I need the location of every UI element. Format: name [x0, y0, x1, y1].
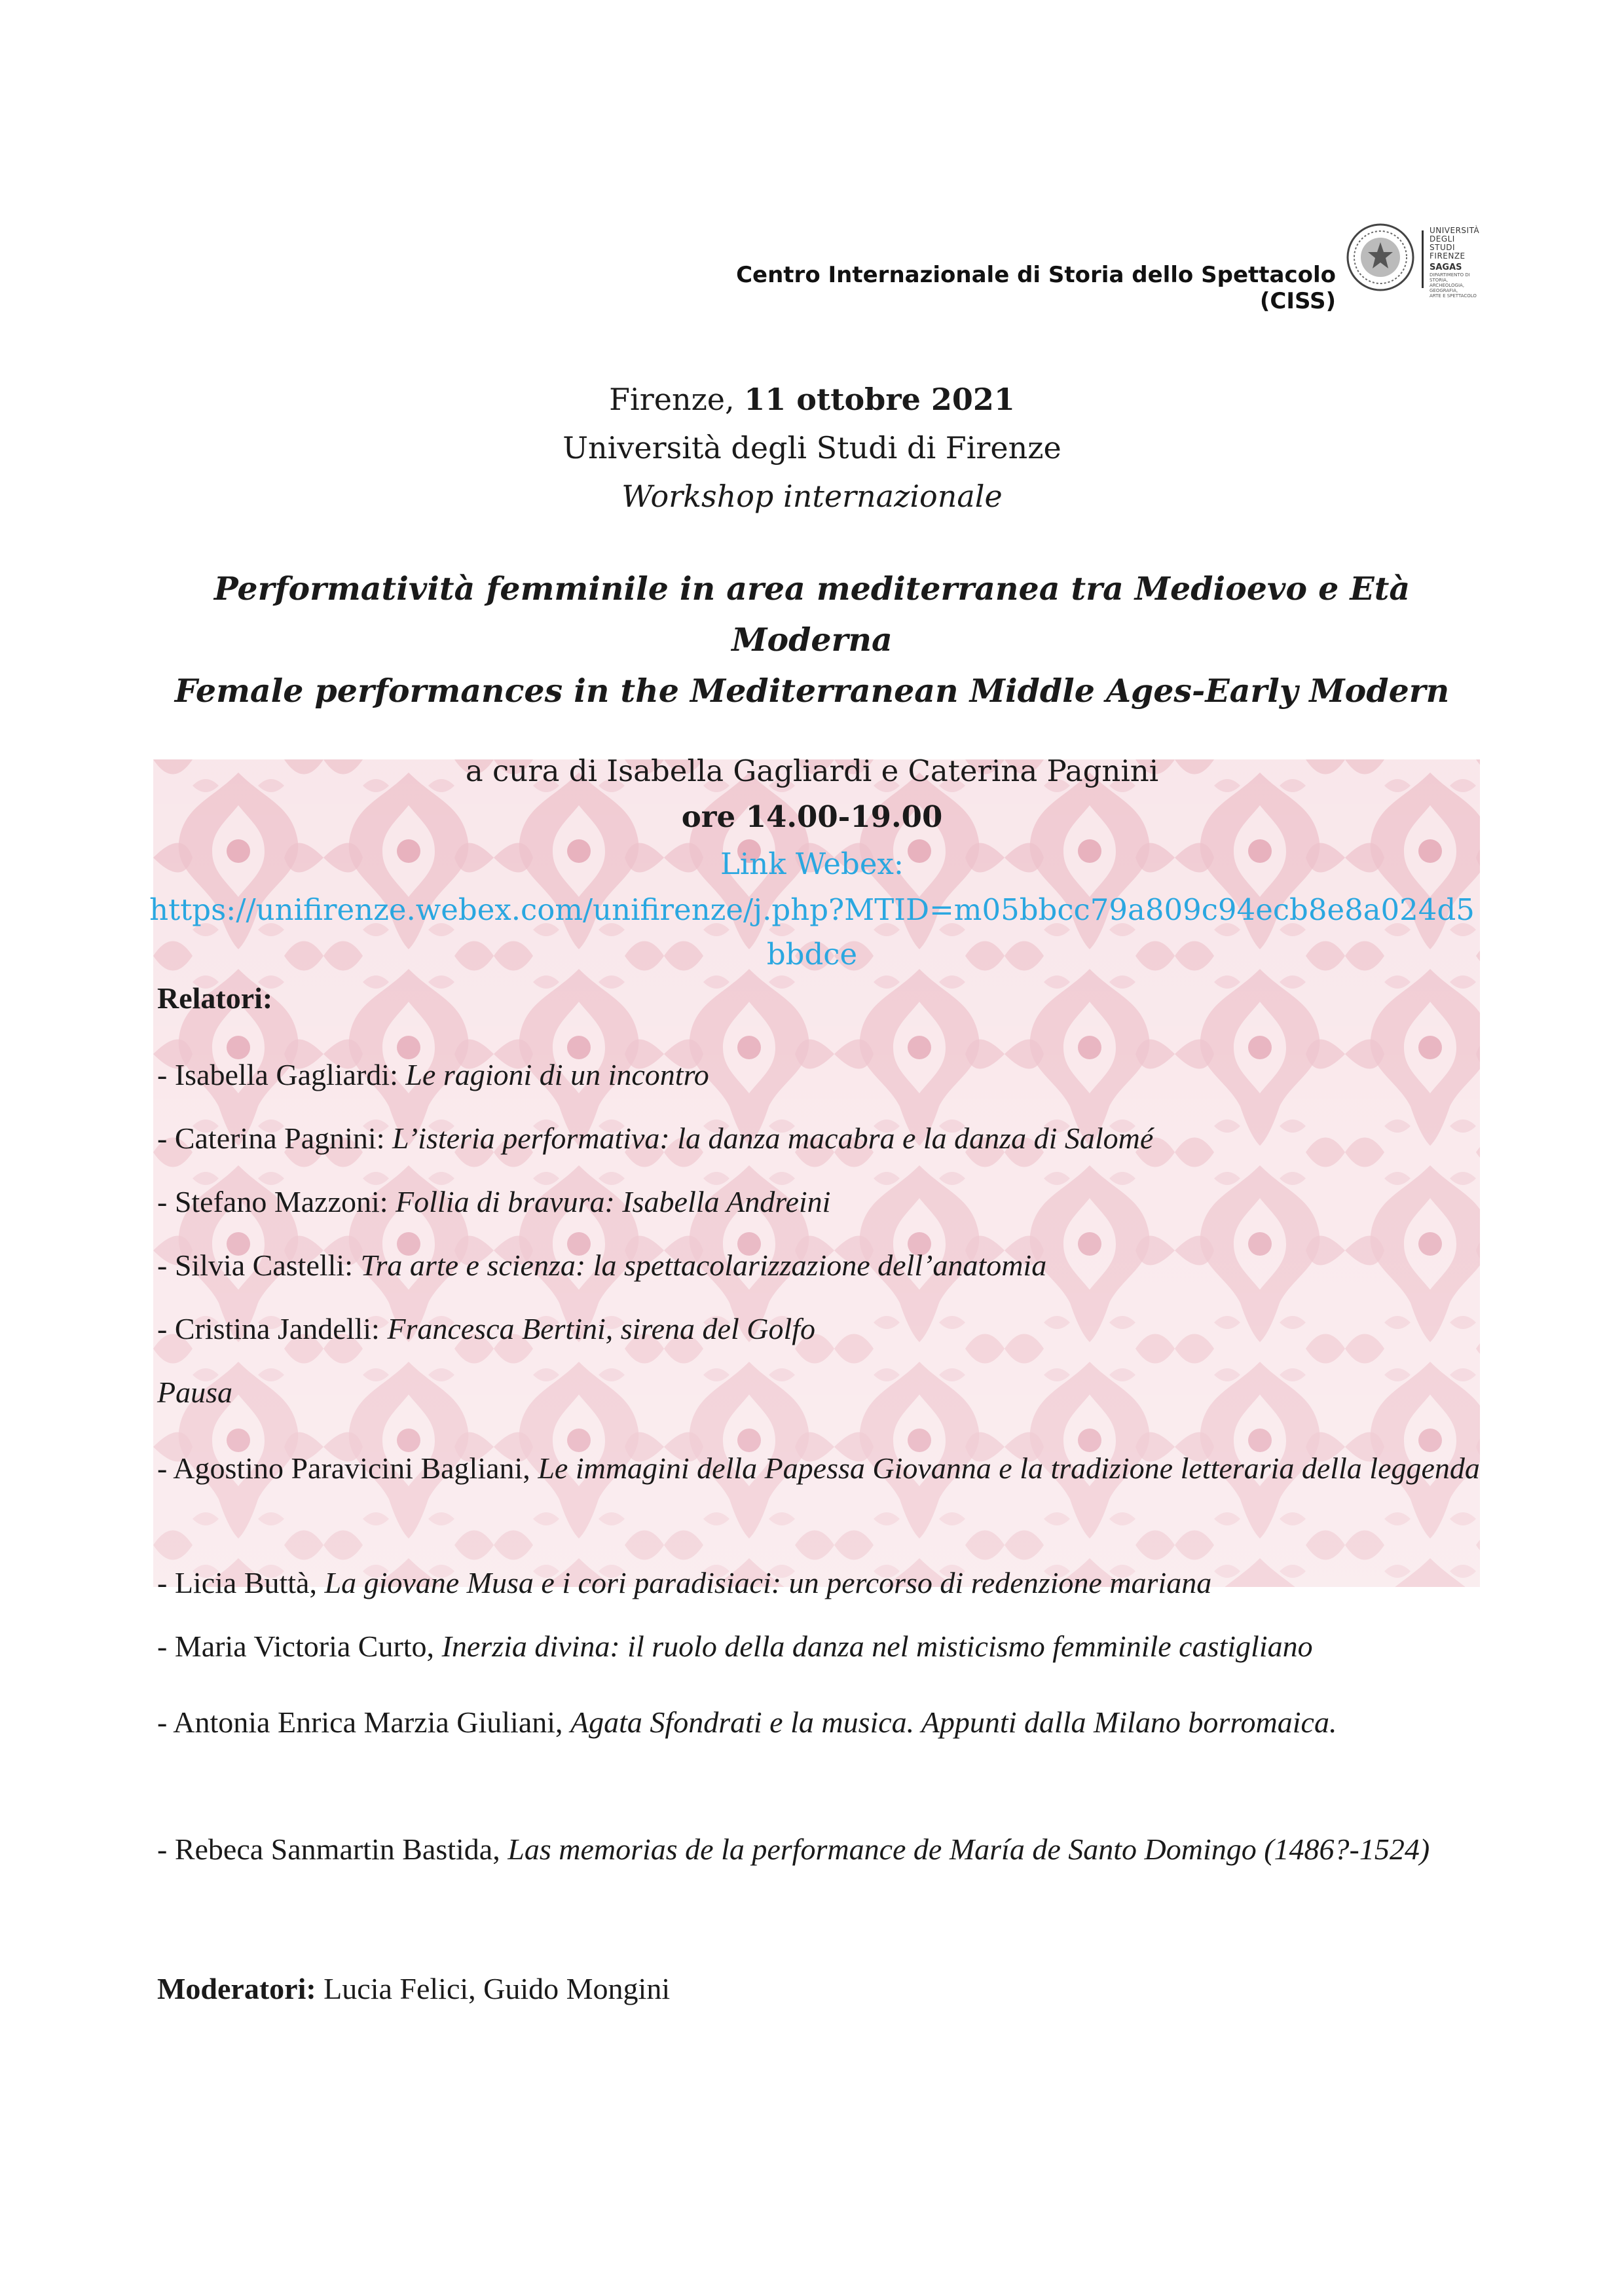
talk-title: Le ragioni di un incontro: [405, 1058, 709, 1091]
event-date: 11 ottobre 2021: [744, 382, 1015, 417]
logo-line3: FIRENZE: [1430, 251, 1466, 261]
speaker-item: [157, 1817, 1493, 1881]
speaker-name: - Cristina Jandelli:: [157, 1312, 388, 1345]
logo-line1: UNIVERSITÀ: [1430, 226, 1480, 235]
event-curators: a cura di Isabella Gagliardi e Caterina Pagnini: [465, 754, 1159, 788]
speaker-item: [157, 1690, 1493, 1754]
webex-link-label: Link Webex:: [720, 847, 904, 881]
event-title-it: Performatività femminile in area mediterranea tra Medioevo e Età Moderna: [213, 570, 1411, 659]
centre-name: Centro Internazionale di Storia dello Spettacolo (CISS): [736, 262, 1336, 314]
speaker-item: [157, 1119, 1493, 1158]
logo-text: [1430, 227, 1482, 299]
talk-title: Le immagini della Papessa Giovanna e la tradizione letteraria della leggenda: [538, 1451, 1480, 1485]
speaker-name: - Stefano Mazzoni:: [157, 1185, 396, 1218]
event-university: Università degli Studi di Firenze: [563, 430, 1061, 465]
speaker-name: - Caterina Pagnini:: [157, 1121, 392, 1155]
talk-title: Follia di bravura: Isabella Andreini: [396, 1185, 831, 1218]
talk-title: Inerzia divina: il ruolo della danza nel misticismo femminile castigliano: [441, 1630, 1313, 1663]
logo-dept-sub3: ARTE E SPETTACOLO: [1430, 293, 1477, 299]
speaker-item: [157, 1436, 1493, 1500]
talk-title: Francesca Bertini, sirena del Golfo: [387, 1312, 816, 1345]
speaker-item: [157, 1563, 1493, 1603]
speaker-name: - Licia Buttà,: [157, 1566, 325, 1599]
logo-line2: DEGLI STUDI: [1430, 234, 1456, 252]
speaker-name: - Agostino Paravicini Bagliani,: [157, 1451, 538, 1485]
pause-text: Pausa: [157, 1376, 232, 1409]
speaker-item: [157, 1627, 1493, 1666]
university-seal-icon: [1346, 223, 1415, 292]
moderators-names: Lucia Felici, Guido Mongini: [316, 1972, 671, 2005]
event-city: Firenze,: [609, 382, 745, 417]
speaker-name: - Isabella Gagliardi:: [157, 1058, 406, 1091]
moderators-line: [157, 1969, 1493, 2009]
event-date-line: [0, 380, 1624, 419]
speaker-name: - Maria Victoria Curto,: [157, 1630, 442, 1663]
event-title-en: Female performances in the Mediterranean Middle Ages-Early Modern: [174, 672, 1450, 710]
event-type: Workshop internazionale: [621, 479, 1003, 514]
logo-dept-sub2: ARCHEOLOGIA, GEOGRAFIA,: [1430, 283, 1465, 293]
event-hours: ore 14.00-19.00: [681, 799, 943, 834]
speaker-name: - Rebeca Sanmartin Bastida,: [157, 1832, 508, 1866]
speaker-item: [157, 1055, 1493, 1095]
pause-label: [157, 1373, 1493, 1412]
speakers-heading: Relatori:: [157, 981, 273, 1015]
speaker-item: [157, 1182, 1493, 1222]
event-title: [144, 563, 1480, 716]
talk-title: L’isteria performativa: la danza macabra e la danza di Salomé: [392, 1121, 1154, 1155]
logo-dept: SAGAS: [1430, 263, 1462, 272]
talk-title: Agata Sfondrati e la musica. Appunti dalla Milano borromaica.: [570, 1705, 1337, 1739]
moderators-label: Moderatori:: [157, 1972, 316, 2005]
university-logo: [1346, 223, 1480, 299]
speaker-item: [157, 1309, 1493, 1349]
logo-dept-sub1: DIPARTIMENTO DI STORIA,: [1430, 272, 1470, 283]
speaker-item: [157, 1246, 1493, 1285]
speaker-name: - Silvia Castelli:: [157, 1248, 361, 1282]
talk-title: Las memorias de la performance de María de Santo Domingo (1486?-1524): [507, 1832, 1430, 1866]
talk-title: Tra arte e scienza: la spettacolarizzazione dell’anatomia: [360, 1248, 1047, 1282]
talk-title: La giovane Musa e i cori paradisiaci: un percorso di redenzione mariana: [324, 1566, 1212, 1599]
speaker-name: - Antonia Enrica Marzia Giuliani,: [157, 1705, 571, 1739]
webex-link[interactable]: https://unifirenze.webex.com/unifirenze/j.php?MTID=m05bbcc79a809c94ecb8e8a024d5bbdce: [149, 892, 1475, 972]
logo-divider: [1422, 230, 1424, 288]
